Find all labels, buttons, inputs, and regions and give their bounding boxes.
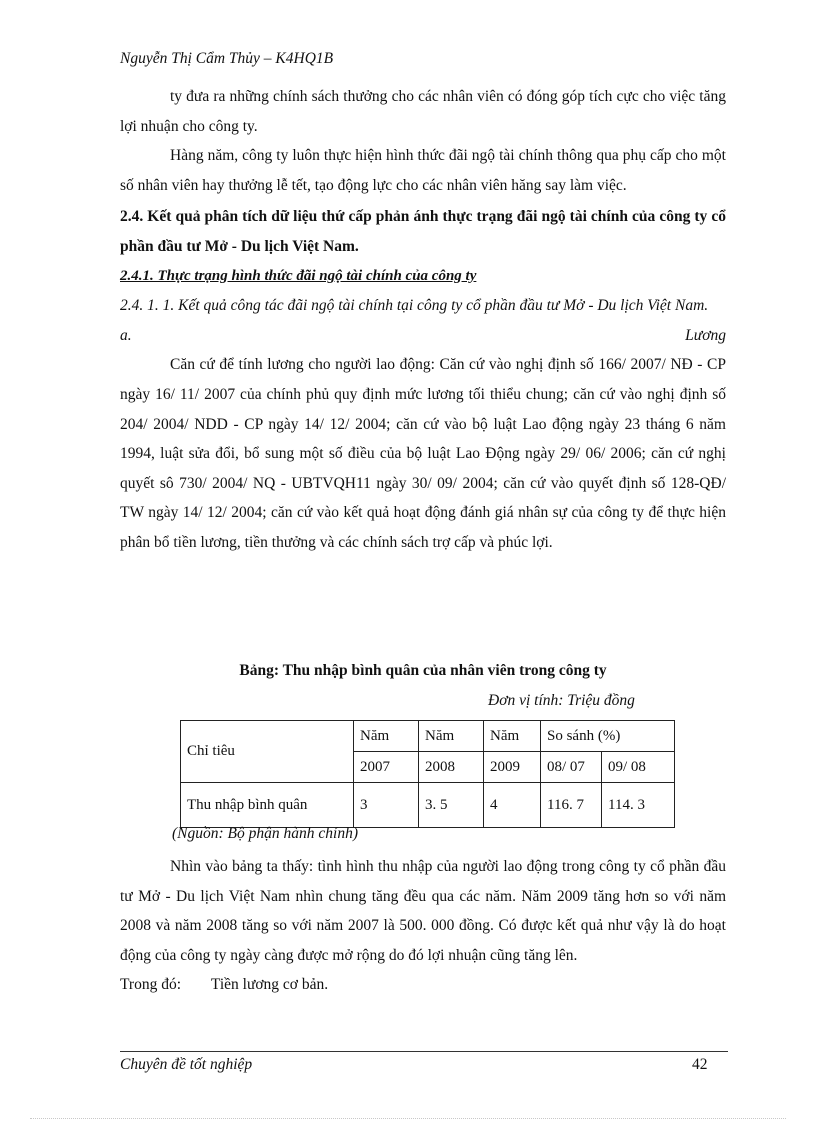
header-year-2009: 2009 (484, 752, 541, 783)
table-unit: Đơn vị tính: Triệu đồng (488, 692, 635, 709)
body-section-1 (120, 82, 726, 558)
table-header-row-1 (181, 721, 675, 752)
paragraph-analysis: Nhìn vào bảng ta thấy: tình hình thu nhập của người lao động trong công ty cổ phần đầu tư Mở - Du lịch Việt Nam nhìn chung tăng đều qua các năm. Năm 2009 tăng hơn so với năm 2008 và năm 2008 tăng so với năm 2007 là 500. 000 đồng. Có được kết quả như vậy là do hoạt động của công ty ngày càng được mở rộng do đó lợi nhuận cũng tăng lên. (120, 858, 726, 964)
header-nam-1: Năm (354, 721, 419, 752)
header-year-2008: 2008 (419, 752, 484, 783)
body-section-2 (120, 852, 726, 1000)
paragraph-trong-do (120, 970, 726, 1000)
table-row (181, 783, 675, 828)
footer-divider (120, 1051, 728, 1052)
header-compare-08-07: 08/ 07 (541, 752, 602, 783)
header-compare-09-08: 09/ 08 (602, 752, 675, 783)
cell-2007: 3 (354, 783, 419, 828)
header-indicator: Chỉ tiêu (181, 721, 354, 783)
header-year-2007: 2007 (354, 752, 419, 783)
header-compare: So sánh (%) (541, 721, 675, 752)
cell-2009: 4 (484, 783, 541, 828)
table-source: (Nguồn: Bộ phận hành chính) (172, 825, 358, 842)
cell-09-08: 114. 3 (602, 783, 675, 828)
paragraph-allowance: Hàng năm, công ty luôn thực hiện hình thức đãi ngộ tài chính thông qua phụ cấp cho một số nhân viên hay thưởng lễ tết, tạo động lực cho các nhân viên hăng say làm việc. (120, 147, 726, 194)
footer-title: Chuyên đề tốt nghiệp (120, 1056, 253, 1073)
subheading-a (120, 321, 726, 351)
page-header: Nguyễn Thị Cẩm Thủy – K4HQ1B (120, 50, 334, 67)
header-nam-3: Năm (484, 721, 541, 752)
heading-2-4: 2.4. Kết quả phân tích dữ liệu thứ cấp phản ánh thực trạng đãi ngộ tài chính của công ty cổ phần đầu tư Mở - Du lịch Việt Nam. (120, 208, 726, 255)
page-number: 42 (692, 1056, 708, 1073)
header-nam-2: Năm (419, 721, 484, 752)
subheading-a-letter: a. (120, 326, 132, 344)
page-bottom-dotted-border (30, 1118, 786, 1119)
paragraph-rewards: ty đưa ra những chính sách thưởng cho các nhân viên có đóng góp tích cực cho việc tăng lợi nhuận cho công ty. (120, 88, 726, 135)
heading-2-4-1-1: 2.4. 1. 1. Kết quả công tác đãi ngộ tài chính tại công ty cổ phần đầu tư Mở - Du lịch Việt Nam. (120, 297, 709, 315)
trong-do-text: Tiền lương cơ bản. (210, 976, 329, 994)
subheading-a-title: Lương (685, 326, 726, 344)
table-title: Bảng: Thu nhập bình quân của nhân viên trong công ty (239, 662, 607, 679)
heading-2-4-1: 2.4.1. Thực trạng hình thức đãi ngộ tài chính của công ty (120, 267, 477, 284)
paragraph-salary-basis: Căn cứ để tính lương cho người lao động: Căn cứ vào nghị định số 166/ 2007/ NĐ - CP ngày 16/ 11/ 2007 của chính phủ quy định mức lương tối thiểu chung; căn cứ vào nghị định số 204/ 2004/ NDD - CP ngày 14/ 12/ 2004; căn cứ vào bộ luật Lao động ngày 23 tháng 6 năm 1994, luật sửa đổi, bổ sung một số điều của bộ luật Lao Động ngày 29/ 06/ 2006; căn cứ nghị quyết sô 730/ 2004/ NQ - UBTVQH11 ngày 30/ 09/ 2004; căn cứ vào quyết định số 128-QĐ/ TW ngày 14/ 12/ 2004; căn cứ vào kết quả hoạt động đánh giá nhân sự của công ty để thực hiện phân bổ tiền lương, tiền thưởng và các chính sách trợ cấp và phúc lợi. (120, 356, 726, 551)
income-table (180, 720, 675, 828)
row-label: Thu nhập bình quân (181, 783, 354, 828)
cell-08-07: 116. 7 (541, 783, 602, 828)
trong-do-label: Trong đó: (120, 976, 182, 994)
cell-2008: 3. 5 (419, 783, 484, 828)
